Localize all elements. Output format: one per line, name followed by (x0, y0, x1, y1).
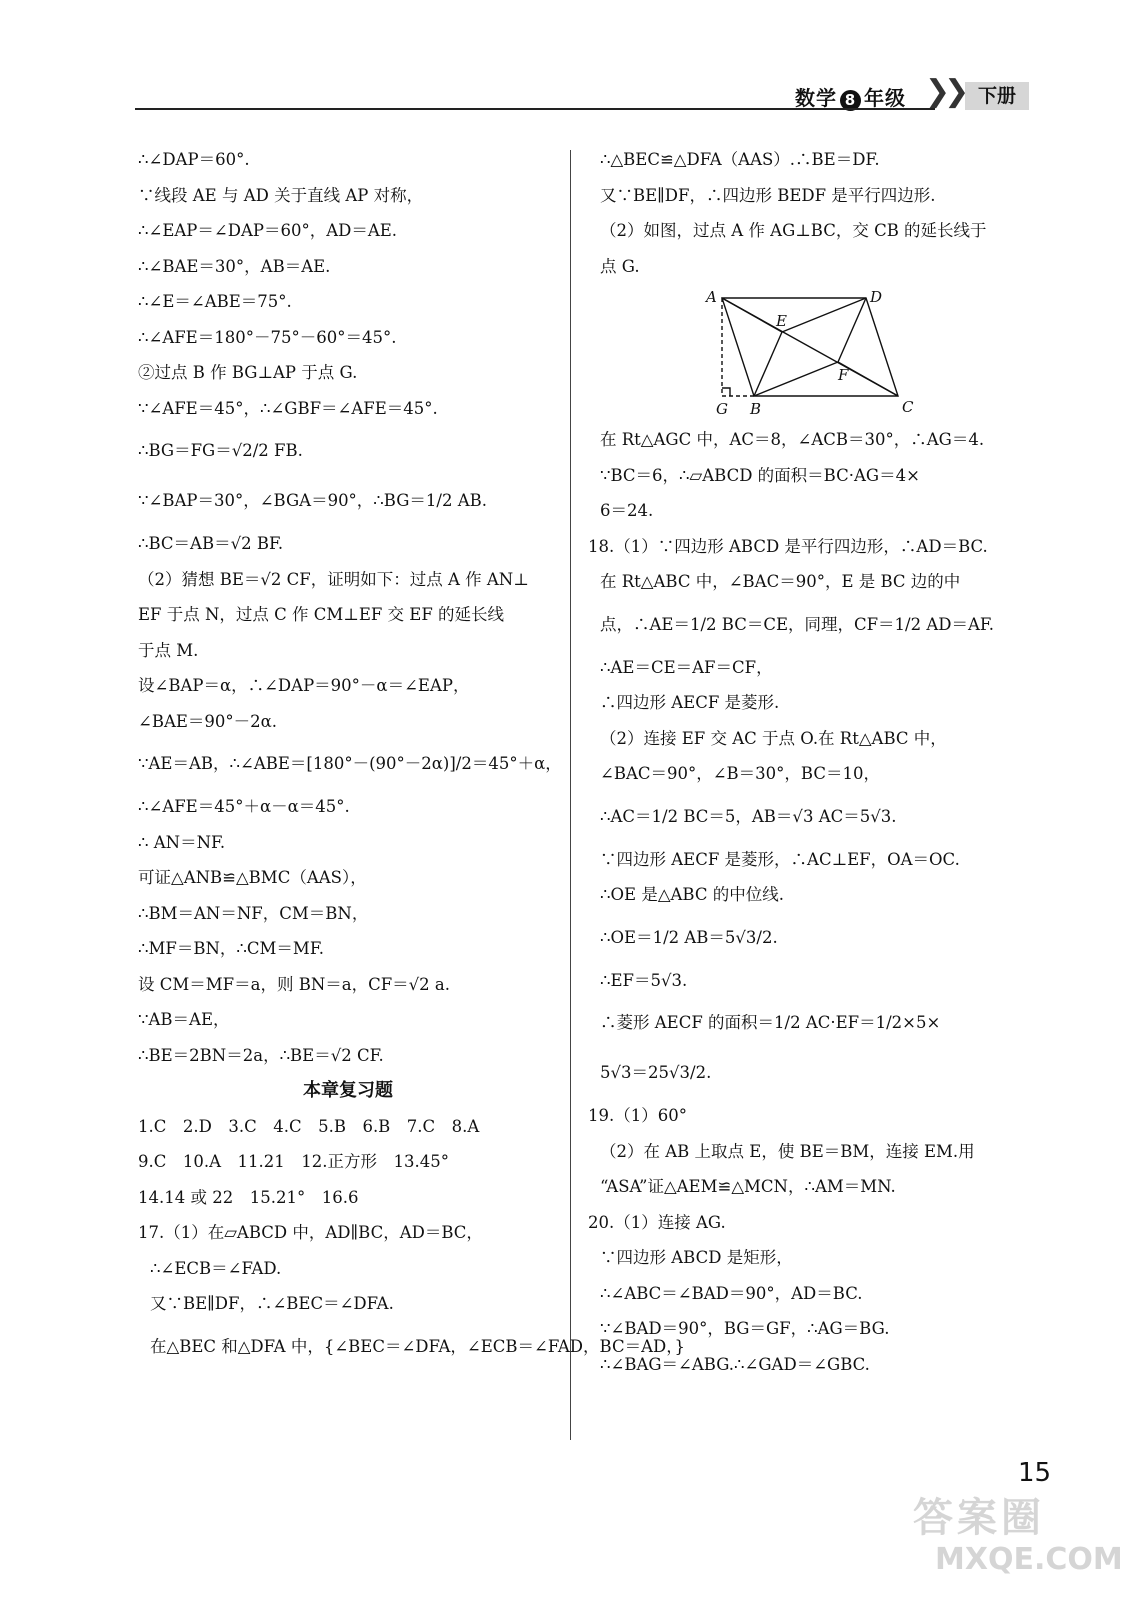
text-line: ∴∠AFE＝180°－75°－60°＝45°. (138, 327, 397, 347)
text-line: EF 于点 N，过点 C 作 CM⊥EF 交 EF 的延长线 (138, 605, 505, 624)
text-line: ∴∠ABC＝∠BAD＝90°，AD＝BC. (600, 1283, 863, 1303)
answer-line: 又∵BE∥DF，∴∠BEC＝∠DFA. (150, 1294, 394, 1313)
label-d: D (870, 288, 883, 306)
double-chevron-icon: ❯❯ (925, 74, 964, 109)
text-line: ∵四边形 AECF 是菱形，∴AC⊥EF，OA＝OC. (600, 849, 960, 869)
left-solution-lines (138, 142, 562, 1073)
text-line: ∴∠BAE＝30°，AB＝AE. (138, 256, 331, 276)
text-line: ∵AE＝AB，∴∠ABE＝[180°－(90°－2α)]/2＝45°＋α， (138, 754, 562, 773)
text-line: 在 Rt△AGC 中，AC＝8，∠ACB＝30°，∴AG＝4. (600, 430, 985, 449)
text-line: 于点 M. (138, 640, 199, 660)
answer-line: 9.C 10.A 11.21 12.正方形 13.45° (138, 1152, 449, 1171)
text-line: ∴OE 是△ABC 的中位线. (600, 885, 784, 904)
label-a: A (706, 288, 717, 306)
site-watermark (905, 1486, 1135, 1586)
text-line: ∴∠AFE＝45°＋α－α＝45°. (138, 797, 350, 816)
text-line: ∴BM＝AN＝NF，CM＝BN， (138, 903, 369, 923)
text-line: ∴OE＝1/2 AB＝5√3/2. (600, 927, 778, 947)
header-rule (135, 108, 935, 110)
text-line: ∴四边形 AECF 是菱形. (600, 693, 780, 712)
subject-label: 数学 (795, 86, 837, 110)
text-line: 20.（1）连接 AG. (588, 1212, 726, 1232)
page-number: 15 (1018, 1458, 1052, 1488)
text-line: 可证△ANB≌△BMC（AAS）， (138, 868, 367, 887)
column-divider (570, 150, 571, 1440)
right-angle-mark (722, 388, 730, 396)
text-line: 设∠BAP＝α，∴∠DAP＝90°－α＝∠EAP， (138, 676, 470, 695)
text-line: ∴ AN＝NF. (138, 832, 226, 852)
text-line: 点 G. (600, 256, 640, 276)
text-line: ∵BC＝6，∴▱ABCD 的面积＝BC·AG＝4× (600, 465, 920, 485)
text-line: 在 Rt△ABC 中，∠BAC＝90°，E 是 BC 边的中 (600, 572, 961, 591)
text-line: ∴MF＝BN，∴CM＝MF. (138, 939, 324, 958)
text-line: 6＝24. (600, 501, 654, 520)
geometry-diagram (700, 288, 930, 418)
text-line: ∵线段 AE 与 AD 关于直线 AP 对称， (138, 185, 424, 205)
text-line: ∴BC＝AB＝√2 BF. (138, 534, 284, 553)
text-line: ∴△BEC≌△DFA（AAS）.∴BE＝DF. (600, 150, 880, 169)
right-column (588, 142, 1018, 1382)
text-line: ∴EF＝5√3. (600, 970, 688, 990)
text-line: 点，∴AE＝1/2 BC＝CE，同理，CF＝1/2 AD＝AF. (600, 614, 995, 634)
text-line: ∴菱形 AECF 的面积＝1/2 AC·EF＝1/2×5× (600, 1013, 941, 1032)
text-line: ∵AB＝AE， (138, 1010, 230, 1029)
text-line: ∴AE＝CE＝AF＝CF， (600, 657, 773, 677)
text-line: ∵∠BAD＝90°，BG＝GF，∴AG＝BG. (600, 1319, 890, 1338)
text-line: （2）连接 EF 交 AC 于点 O.在 Rt△ABC 中， (600, 728, 947, 748)
text-line: （2）猜想 BE＝√2 CF，证明如下：过点 A 作 AN⊥ (138, 569, 529, 589)
label-b: B (750, 400, 762, 418)
answer-line: 在△BEC 和△DFA 中，{∠BEC＝∠DFA，∠ECB＝∠FAD，BC＝AD，} (150, 1336, 685, 1356)
text-line: 5√3＝25√3/2. (600, 1063, 712, 1082)
page-header (135, 74, 1030, 112)
right-bottom-lines (588, 422, 1018, 1382)
text-line: ∴∠EAP＝∠DAP＝60°，AD＝AE. (138, 221, 398, 240)
text-line: ∴∠DAP＝60°. (138, 150, 250, 169)
text-line: ②过点 B 作 BG⊥AP 于点 G. (138, 363, 358, 382)
grade-label: 年级 (864, 86, 906, 110)
answer-line: 14.14 或 22 15.21° 16.6 (138, 1187, 359, 1207)
label-c: C (902, 398, 914, 416)
answer-line: ∴∠ECB＝∠FAD. (150, 1258, 282, 1278)
text-line: ∴∠E＝∠ABE＝75°. (138, 292, 292, 311)
text-line: （2）在 AB 上取点 E，使 BE＝BM，连接 EM.用 (600, 1141, 975, 1161)
text-line: （2）如图，过点 A 作 AG⊥BC，交 CB 的延长线于 (600, 221, 987, 240)
text-line: 18.（1）∵四边形 ABCD 是平行四边形，∴AD＝BC. (588, 536, 988, 556)
text-line: ∠BAC＝90°，∠B＝30°，BC＝10， (600, 764, 880, 783)
right-top-lines (588, 142, 1018, 284)
header-subject (795, 82, 906, 111)
label-g: G (716, 400, 728, 418)
watermark-cn: 答案圈 (913, 1495, 1045, 1541)
grade-badge: 8 (840, 90, 861, 111)
text-line: ∴BE＝2BN＝2a，∴BE＝√2 CF. (138, 1045, 384, 1065)
text-line: 19.（1）60° (588, 1106, 687, 1125)
text-line: ∵∠AFE＝45°，∴∠GBF＝∠AFE＝45°. (138, 398, 438, 418)
parallelogram-figure (588, 284, 1018, 422)
volume-label: 下册 (965, 82, 1029, 110)
text-line: ∠BAE＝90°－2α. (138, 711, 278, 731)
text-line: ∵四边形 ABCD 是矩形， (600, 1248, 793, 1267)
review-heading: 本章复习题 (303, 1080, 393, 1101)
text-line: 设 CM＝MF＝a，则 BN＝a，CF＝√2 a. (138, 974, 451, 994)
text-line: 又∵BE∥DF，∴四边形 BEDF 是平行四边形. (600, 185, 936, 205)
label-e: E (776, 312, 787, 330)
answer-line: 1.C 2.D 3.C 4.C 5.B 6.B 7.C 8.A (138, 1116, 480, 1136)
text-line: ∴AC＝1/2 BC＝5，AB＝√3 AC＝5√3. (600, 806, 897, 826)
answer-line: 17.（1）在▱ABCD 中，AD∥BC，AD＝BC， (138, 1223, 483, 1242)
text-line: ∵∠BAP＝30°，∠BGA＝90°，∴BG＝1/2 AB. (138, 491, 488, 510)
watermark-en: MXQE.COM (935, 1542, 1123, 1577)
text-line: “ASA”证△AEM≌△MCN，∴AM＝MN. (600, 1177, 896, 1196)
text-line: ∴∠BAG＝∠ABG.∴∠GAD＝∠GBC. (600, 1354, 870, 1374)
text-line: ∴BG＝FG＝√2/2 FB. (138, 441, 303, 460)
label-f: F (838, 366, 849, 384)
